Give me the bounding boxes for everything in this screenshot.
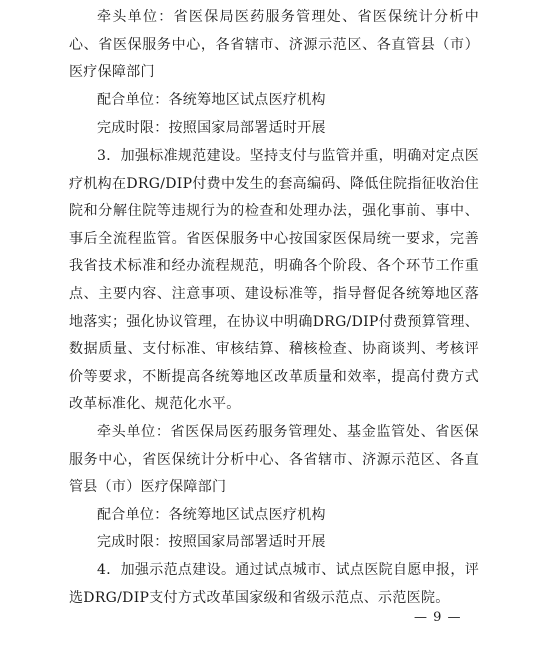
paragraph-lead-units-2: 牵头单位：省医保局医药服务管理处、省医保统计分析中心、省医保服务中心，各省辖市、济源示范区、各直管县（市）医疗保障部门	[69, 9, 479, 81]
paragraph-item-3: 3．加强标准规范建设。坚持支付与监管并重，明确对定点医疗机构在DRG/DIP付费中发生的套高编码、降低住院指征收治住院和分解住院等违规行为的检查和处理办法，强化事前、事中、事后全流程监管。省医保服务中心按国家医保局统一要求，完善我省技术标准和经办流程规范，明确各个阶段、各个环节工作重点、主要内容、注意事项、建设标准等，指导督促各统筹地区落地落实；强化协议管理，在协议中明确DRG/DIP付费预算管理、数据质量、支付标准、审核结算、稽核检查、协商谈判、考核评价等要求，不断提高各统筹地区改革质量和效率，提高付费方式改革标准化、规范化水平。	[69, 148, 479, 413]
paragraph-coop-units-3: 配合单位：各统筹地区试点医疗机构	[97, 507, 326, 523]
page-number: — 9 —	[414, 610, 462, 625]
paragraph-deadline-2: 完成时限：按照国家局部署适时开展	[97, 120, 326, 136]
paragraph-deadline-3: 完成时限：按照国家局部署适时开展	[97, 534, 326, 550]
paragraph-lead-units-3: 牵头单位：省医保局医药服务管理处、基金监管处、省医保服务中心，省医保统计分析中心、各省辖市、济源示范区、各直管县（市）医疗保障部门	[69, 424, 479, 496]
paragraph-item-4: 4．加强示范点建设。通过试点城市、试点医院自愿申报，评选DRG/DIP支付方式改革国家级和省级示范点、示范医院。	[69, 562, 479, 606]
paragraph-coop-units-2: 配合单位：各统筹地区试点医疗机构	[97, 92, 326, 108]
